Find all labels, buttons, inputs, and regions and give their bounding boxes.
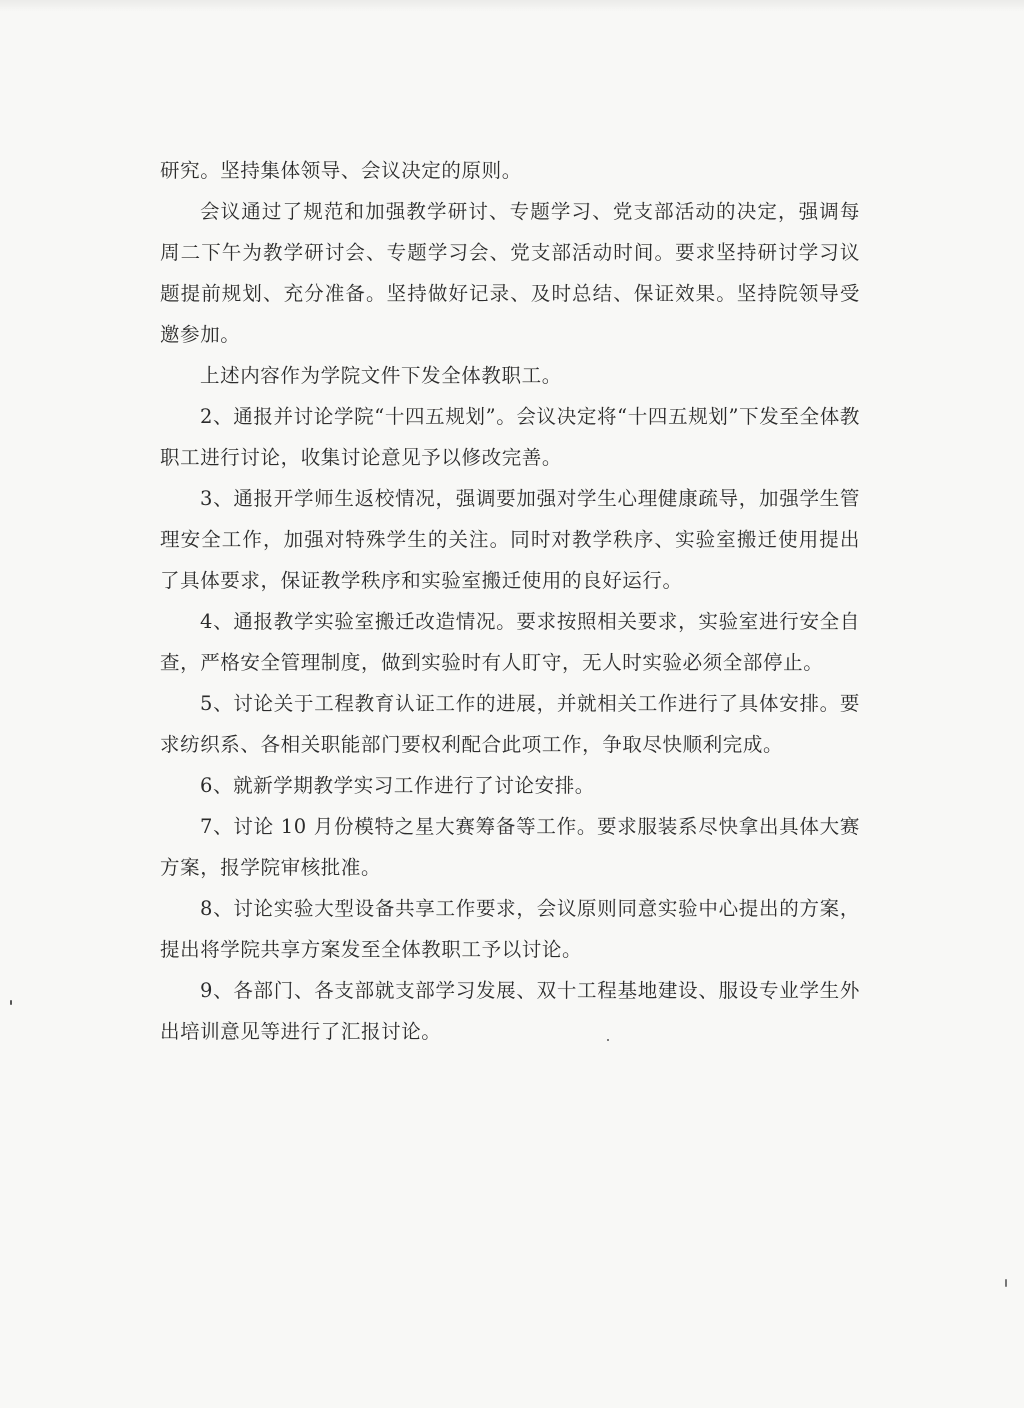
paragraph-meeting-decision: 会议通过了规范和加强教学研讨、专题学习、党支部活动的决定，强调每周二下午为教学研讨会、专题学习会、党支部活动时间。要求坚持研讨学习议题提前规划、充分准备。坚持做好记录、及时总结、保证效果。坚持院领导受邀参加。 <box>160 200 860 346</box>
paragraph-item-2: 2、通报并讨论学院“十四五规划”。会议决定将“十四五规划”下发至全体教职工进行讨论，收集讨论意见予以修改完善。 <box>160 405 860 469</box>
paragraph-item-5: 5、讨论关于工程教育认证工作的进展，并就相关工作进行了具体安排。要求纺织系、各相关职能部门要权利配合此项工作，争取尽快顺利完成。 <box>160 692 860 756</box>
scan-speck <box>607 1039 609 1041</box>
paragraph-item-6: 6、就新学期教学实习工作进行了讨论安排。 <box>200 774 595 797</box>
paragraph-distribution-note: 上述内容作为学院文件下发全体教职工。 <box>200 364 562 387</box>
document-body <box>160 150 860 1052</box>
scan-speck <box>10 1000 12 1005</box>
paragraph-item-4: 4、通报教学实验室搬迁改造情况。要求按照相关要求，实验室进行安全自查，严格安全管理制度，做到实验时有人盯守，无人时实验必须全部停止。 <box>160 610 860 674</box>
paragraph-continuation: 研究。坚持集体领导、会议决定的原则。 <box>160 159 522 182</box>
scan-edge-shadow <box>0 0 1024 12</box>
paragraph-item-7: 7、讨论 10 月份模特之星大赛筹备等工作。要求服装系尽快拿出具体大赛方案，报学院审核批准。 <box>160 815 860 879</box>
scan-speck <box>1005 1279 1007 1287</box>
paragraph-item-8: 8、讨论实验大型设备共享工作要求，会议原则同意实验中心提出的方案，提出将学院共享方案发至全体教职工予以讨论。 <box>160 897 860 961</box>
paragraph-item-3: 3、通报开学师生返校情况，强调要加强对学生心理健康疏导，加强学生管理安全工作，加强对特殊学生的关注。同时对教学秩序、实验室搬迁使用提出了具体要求，保证教学秩序和实验室搬迁使用的良好运行。 <box>160 487 860 592</box>
paragraph-item-9: 9、各部门、各支部就支部学习发展、双十工程基地建设、服设专业学生外出培训意见等进行了汇报讨论。 <box>160 979 860 1043</box>
